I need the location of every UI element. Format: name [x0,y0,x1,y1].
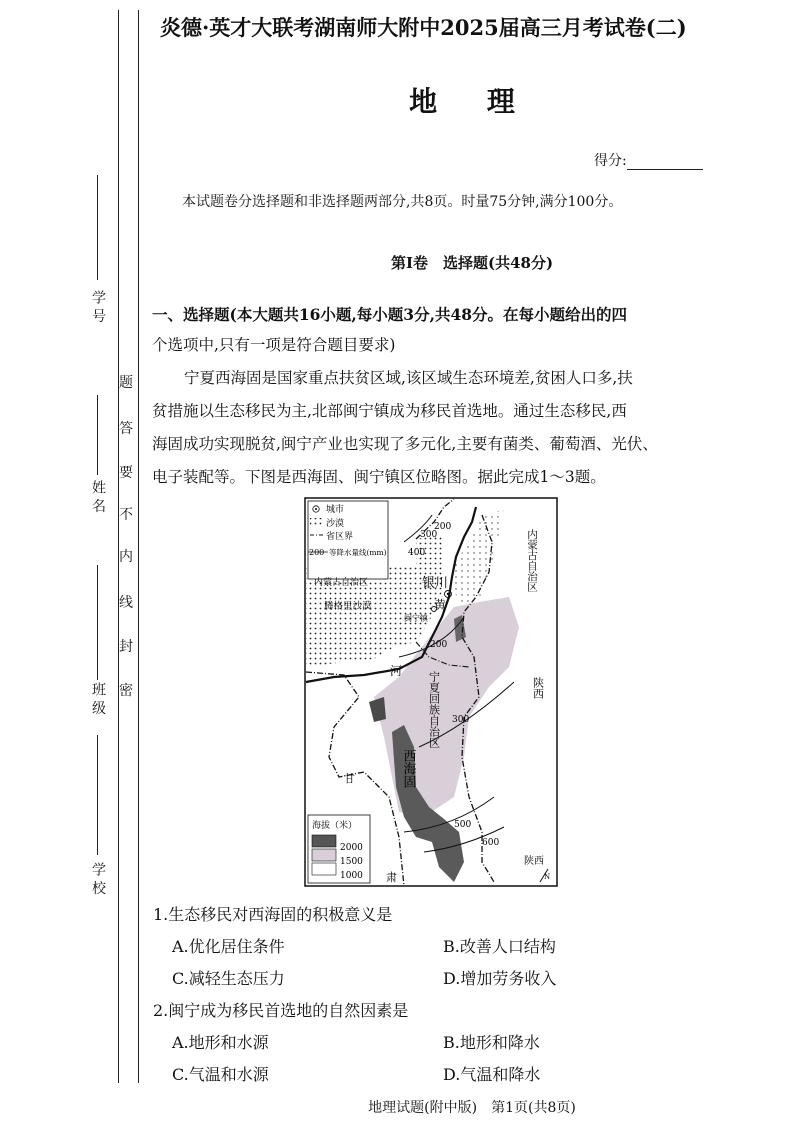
passage-line: 贫措施以生态移民为主,北部闽宁镇成为移民首选地。通过生态移民,西 [152,402,627,420]
class-label: 班 级 [90,682,106,715]
question-option[interactable]: A.优化居住条件 [172,937,285,956]
seal-char: 内 [119,549,133,565]
isoline-value: 400 [408,548,426,558]
elevation-swatch-high [312,835,336,847]
location-map [304,497,558,887]
isoline-value: 300 [452,715,470,725]
legend-city: 城市 [326,505,345,515]
elevation-swatch-low [312,863,336,875]
question-option[interactable]: C.气温和水源 [172,1065,269,1084]
score-blank[interactable] [627,155,703,170]
label-yellow: 黄 [434,598,447,612]
seal-char: 不 [119,507,133,523]
label-shaanxi: 陕西 [531,677,545,699]
exam-title: 炎德·英才大联考湖南师大附中2025届高三月考试卷(二) [160,15,687,40]
question-option[interactable]: B.改善人口结构 [443,937,556,956]
legend-desert: 沙漠 [326,519,345,529]
elevation-title: 海拔（米） [312,821,358,831]
label-shaanxi-2: 陕西 [524,856,544,867]
label-inner-mongolia-right: 内蒙古自治区 [526,529,538,592]
label-yinchuan: 银川 [422,576,449,591]
score-label: 得分: [594,153,627,169]
score-field[interactable] [594,150,703,170]
name-label: 姓 名 [90,480,106,513]
isoline-value: 200 [434,522,452,532]
student-id-label: 学 号 [90,290,106,323]
elevation-level: 2000 [340,843,363,853]
legend-border: 省区界 [326,532,354,542]
question-option[interactable]: C.减轻生态压力 [172,969,285,988]
label-gansu-2: 肃 [386,871,397,884]
name-line[interactable] [97,395,98,475]
seal-char: 要 [119,465,133,481]
elevation-swatch-mid [312,849,336,861]
isoline-value: 600 [482,838,500,848]
passage-line: 海固成功实现脱贫,闽宁产业也实现了多元化,主要有菌类、葡萄酒、光伏、 [152,435,658,453]
isoline-value: 200 [430,640,448,650]
heading-line-1: 一、选择题(本大题共16小题,每小题3分,共48分。在每小题给出的四 [152,305,628,324]
subject-title: 地 理 [409,85,535,118]
school-label: 学 校 [90,862,106,895]
question-option[interactable]: D.增加劳务收入 [443,969,557,988]
seal-char: 线 [119,595,133,611]
seal-char: 密 [119,683,133,699]
section-heading [152,300,714,330]
north-label: N [544,873,551,881]
question-option[interactable]: D.气温和降水 [443,1065,541,1084]
exam-intro: 本试题卷分选择题和非选择题两部分,共8页。时量75分钟,满分100分。 [182,194,623,210]
section-heading-cont: 个选项中,只有一项是符合题目要求) [152,336,396,354]
desert-symbol [310,518,324,526]
margin-line-inner [138,10,139,1083]
question-stem: 2.闽宁成为移民首选地的自然因素是 [153,1001,409,1020]
label-xihaigu: 西海固 [400,749,416,788]
question-option[interactable]: A.地形和水源 [172,1033,269,1052]
passage-line: 宁夏西海固是国家重点扶贫区域,该区域生态环境差,贫困人口多,扶 [184,369,633,387]
section-title: 第Ⅰ卷 选择题(共48分) [390,254,554,272]
label-minning: 闽宁镇 [404,614,428,623]
elevation-level: 1500 [340,857,363,867]
question-option[interactable]: B.地形和降水 [443,1033,540,1052]
label-river: 河 [390,664,403,678]
label-desert: 腾格里沙漠 [324,601,372,612]
seal-char: 答 [119,421,133,437]
label-inner-mongolia-left: 内蒙古自治区 [314,578,369,588]
label-ningxia: 宁夏回族自治区 [427,671,441,748]
isoline-value: 300 [420,530,438,540]
elevation-level: 1000 [340,871,363,881]
isoline-value: 500 [454,820,472,830]
label-gansu-1: 甘 [344,772,355,785]
passage-line: 电子装配等。下图是西海固、闽宁镇区位略图。据此完成1～3题。 [152,468,606,486]
school-line[interactable] [97,735,98,855]
legend-isoline-value: 200 [309,548,325,557]
class-line[interactable] [97,565,98,680]
seal-char: 题 [119,375,133,391]
question-stem: 1.生态移民对西海固的积极意义是 [153,905,393,924]
legend-isoline: 等降水量线(mm) [329,548,387,557]
page-footer: 地理试题(附中版) 第1页(共8页) [368,1100,576,1116]
seal-char: 封 [119,639,133,655]
